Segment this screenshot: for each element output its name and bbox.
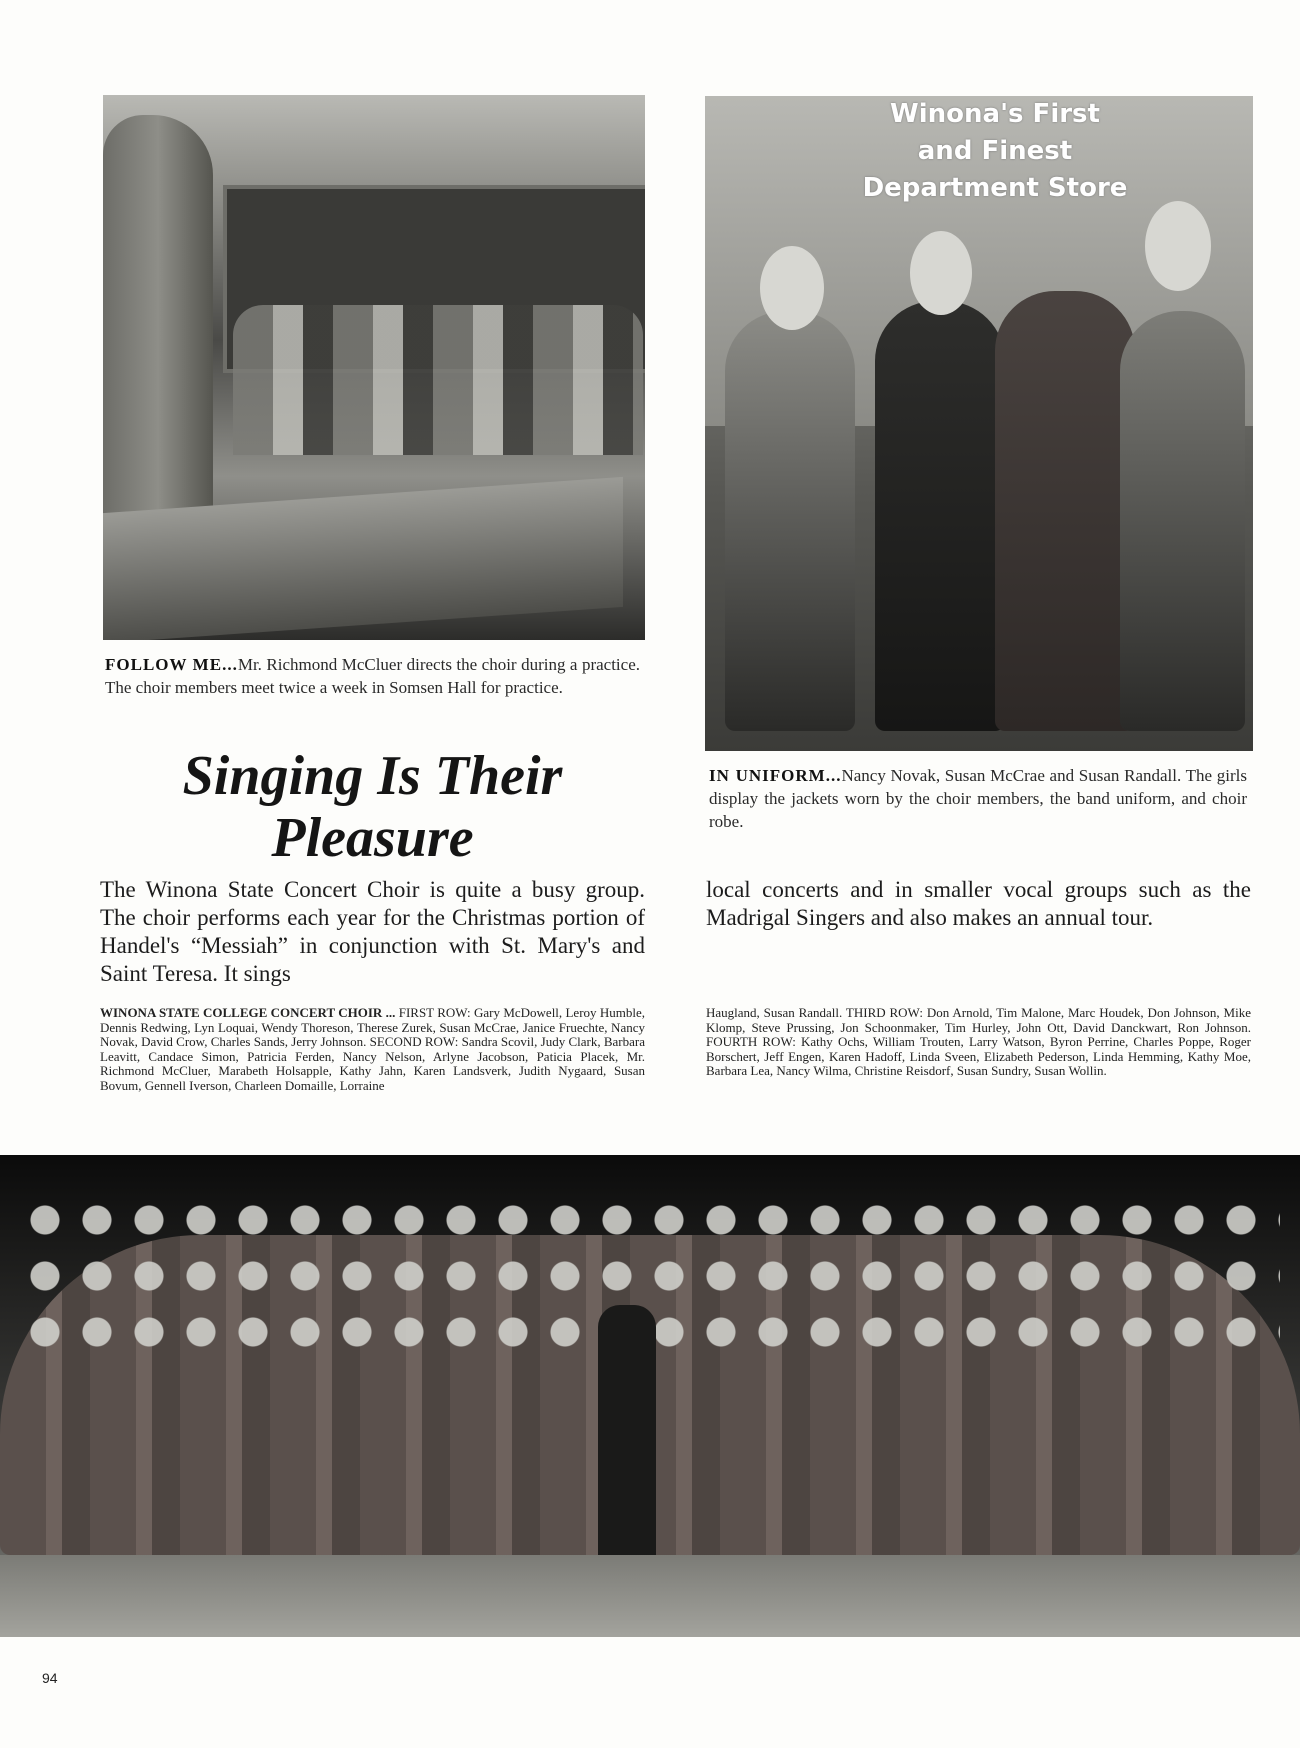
headline bbox=[100, 745, 645, 869]
roster-column-right: Haugland, Susan Randall. THIRD ROW: Don Arnold, Tim Malone, Marc Houdek, Don Johnson, Mike Klomp, Steve Prussing, Jon Schoonmaker, Tim Hurley, John Ott, David Danckwart, Ron Johnson. FOURTH ROW: Kathy Ochs, William Trouten, Larry Watson, Byron Perrine, Charles Poppe, Roger Borschert, Jeff Engen, Karen Hadoff, Linda Sveen, Elizabeth Pederson, Linda Hemming, Kathy Moe, Barbara Lea, Nancy Wilma, Christine Reisdorf, Susan Sundry, Susan Wollin. bbox=[706, 1005, 1251, 1079]
stage-floor bbox=[0, 1555, 1300, 1637]
caption-lead: FOLLOW ME... bbox=[105, 655, 238, 674]
article-column-left: The Winona State Concert Choir is quite a busy group. The choir performs each year for the Christmas portion of Handel's “Messiah” in conjunction with St. Mary's and Saint Teresa. It sings bbox=[100, 877, 645, 986]
choir-members-row bbox=[233, 305, 643, 455]
caption-text: Mr. Richmond McCluer directs the choir during a practice. The choir members meet twice a week in Somsen Hall for practice. bbox=[105, 655, 640, 697]
choir-robe bbox=[995, 291, 1135, 731]
caption-lead: IN UNIFORM... bbox=[709, 766, 842, 785]
roster-text: FIRST ROW: Gary McDowell, Leroy Humble, Dennis Redwing, Lyn Loquai, Wendy Thoreson, Therese Zurek, Susan McCrae, Janice Fruechte, Nancy Novak, David Crow, Charles Sands, Jerry Johnson. SECOND ROW: Sandra Scovil, Judy Clark, Barbara Leavitt, Candace Simon, Patricia Ferden, Nancy Nelson, Arlyne Jacobson, Paticia Placek, Mr. Richmond McCluer, Marabeth Holsapple, Kathy Jahn, Karen Landsverk, Judith Nygaard, Susan Bovum, Gennell Iverson, Charleen Domaille, Lorraine bbox=[100, 1005, 645, 1093]
photo-uniforms bbox=[705, 96, 1253, 751]
caption-text: Nancy Novak, Susan McCrae and Susan Randall. The girls display the jackets worn by the choir members, the band uniform, and choir robe. bbox=[709, 766, 1247, 831]
girl-left-head bbox=[760, 246, 824, 330]
conductor-figure bbox=[103, 115, 213, 555]
article-column-right: local concerts and in smaller vocal groups such as the Madrigal Singers and also makes an annual tour. bbox=[706, 877, 1251, 930]
roster-column-left bbox=[100, 1006, 645, 1094]
roster-heading: WINONA STATE COLLEGE CONCERT CHOIR ... bbox=[100, 1005, 396, 1020]
girl-left bbox=[725, 311, 855, 731]
headline-line: Pleasure bbox=[271, 807, 474, 869]
photo-concert-choir-group bbox=[0, 1155, 1300, 1637]
headline-line: Singing Is Their bbox=[182, 745, 563, 807]
page-number: 94 bbox=[42, 1670, 58, 1686]
girl-right-head bbox=[1145, 201, 1211, 291]
store-sign bbox=[860, 96, 1130, 207]
caption-in-uniform bbox=[709, 764, 1247, 833]
photo-choir-practice bbox=[103, 95, 645, 640]
choir-director bbox=[598, 1305, 656, 1565]
caption-follow-me bbox=[105, 653, 640, 699]
store-sign-line: Winona's First bbox=[890, 99, 1100, 129]
girl-right bbox=[1120, 311, 1245, 731]
girl-middle bbox=[875, 301, 1005, 731]
girl-middle-head bbox=[910, 231, 972, 315]
store-sign-line: Department Store bbox=[862, 173, 1128, 203]
store-sign-line: and Finest bbox=[917, 136, 1073, 166]
